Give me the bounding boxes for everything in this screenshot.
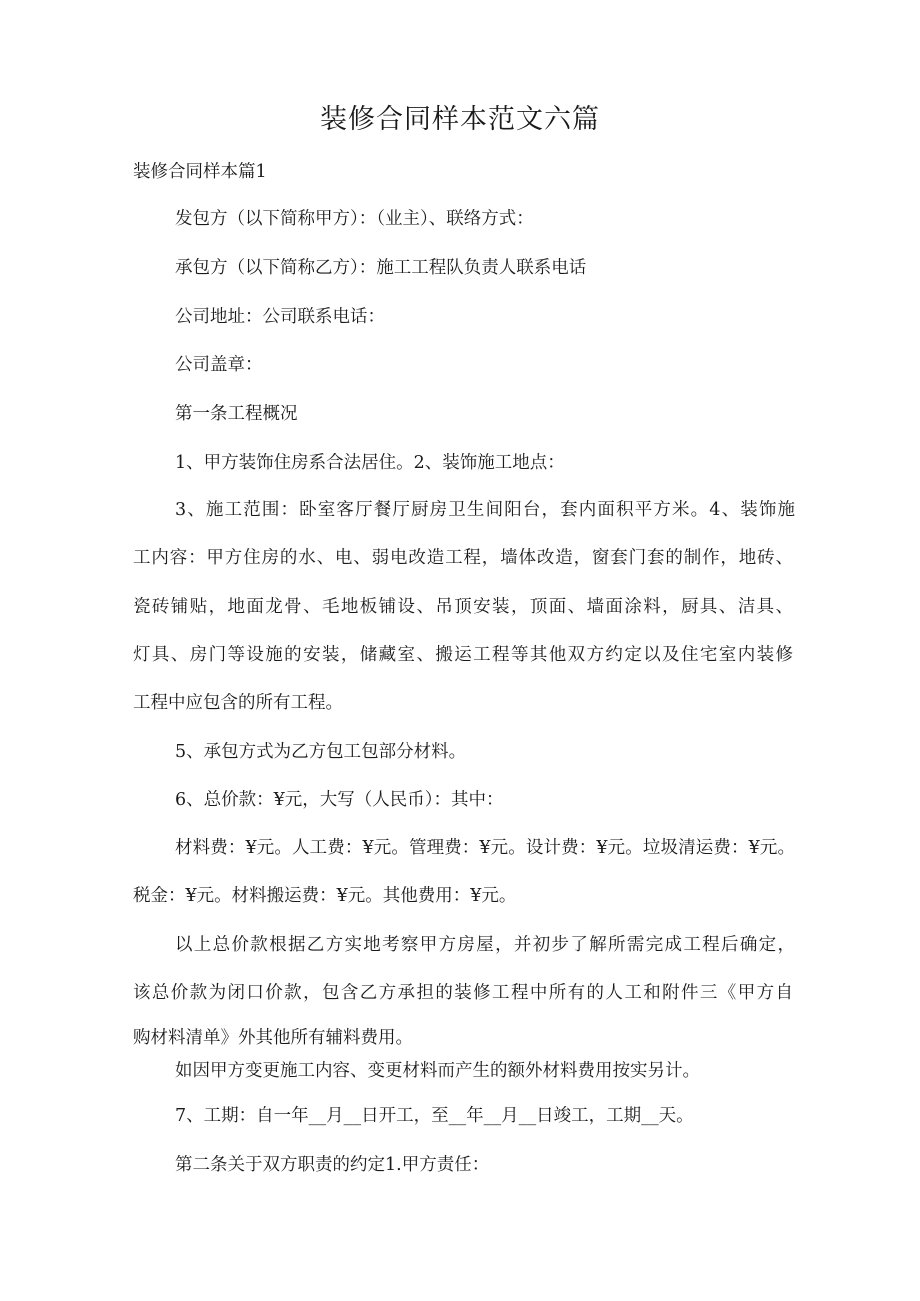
paragraph-line: 公司地址：公司联系电话： <box>175 307 385 327</box>
paragraph-line: 发包方（以下简称甲方）：（业主）、联络方式： <box>175 209 534 229</box>
paragraph-line: 灯具、房门等设施的安装，储藏室、搬运工程等其他双方约定以及住宅室内装修 <box>133 645 793 665</box>
paragraph-line: 5、承包方式为乙方包工包部分材料。 <box>175 742 467 762</box>
paragraph-line: 该总价款为闭口价款，包含乙方承担的装修工程中所有的人工和附件三《甲方自 <box>133 983 793 1003</box>
paragraph-line: 公司盖章： <box>175 355 263 375</box>
paragraph-line: 工内容：甲方住房的水、电、弱电改造工程，墙体改造，窗套门套的制作，地砖、 <box>133 548 793 568</box>
clause-heading: 第一条工程概况 <box>175 404 298 424</box>
paragraph-line: 如因甲方变更施工内容、变更材料而产生的额外材料费用按实另计。 <box>175 1061 700 1081</box>
paragraph-line: 7、工期：自一年__月__日开工，至__年__月__日竣工，工期__天。 <box>175 1106 694 1126</box>
paragraph-line: 以上总价款根据乙方实地考察甲方房屋，并初步了解所需完成工程后确定， <box>175 935 795 955</box>
paragraph-line: 材料费：¥元。人工费：¥元。管理费：¥元。设计费：¥元。垃圾清运费：¥元。 <box>175 838 795 858</box>
paragraph-line: 1、甲方装饰住房系合法居住。2、装饰施工地点： <box>175 453 565 473</box>
document-title: 装修合同样本范文六篇 <box>320 104 600 135</box>
clause-heading: 第二条关于双方职责的约定1.甲方责任： <box>175 1155 490 1175</box>
paragraph-line: 工程中应包含的所有工程。 <box>133 693 343 713</box>
paragraph-line: 瓷砖铺贴，地面龙骨、毛地板铺设、吊顶安装，顶面、墙面涂料，厨具、洁具、 <box>133 597 793 617</box>
paragraph-line: 税金：¥元。材料搬运费：¥元。其他费用：¥元。 <box>133 886 517 906</box>
section-heading: 装修合同样本篇1 <box>133 162 267 182</box>
paragraph-line: 购材料清单》外其他所有辅料费用。 <box>133 1028 413 1048</box>
paragraph-line: 承包方（以下简称乙方）：施工工程队负责人联系电话 <box>175 258 587 278</box>
paragraph-line: 3、施工范围：卧室客厅餐厅厨房卫生间阳台，套内面积平方米。4、装饰施 <box>175 500 795 520</box>
paragraph-line: 6、总价款：¥元，大写（人民币）：其中： <box>175 790 504 810</box>
